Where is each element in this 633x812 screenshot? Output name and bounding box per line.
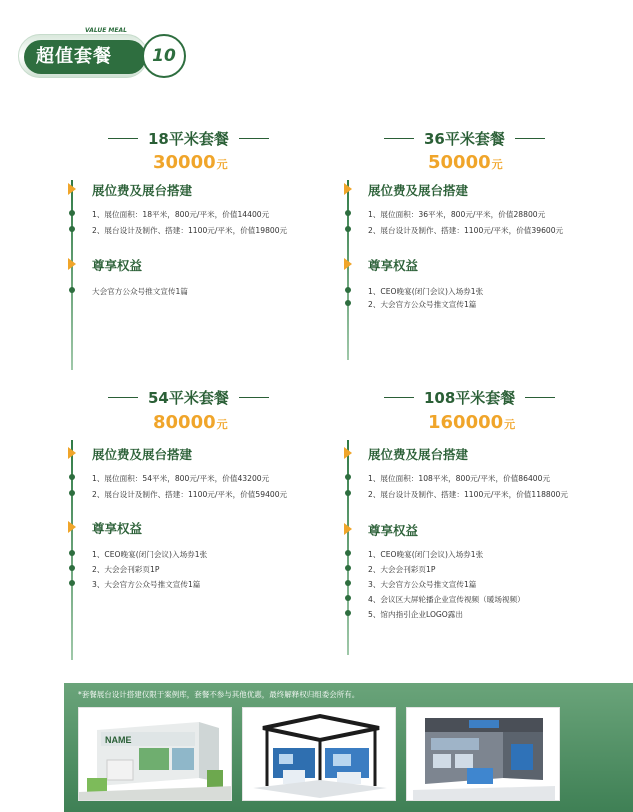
- list-item: 2、大会会刊彩页1P: [92, 565, 160, 574]
- section-arrow-icon: [68, 521, 76, 533]
- timeline-dot: [69, 287, 75, 293]
- section-title-benefits: 尊享权益: [368, 523, 419, 538]
- timeline-dot: [345, 595, 351, 601]
- timeline-dot: [69, 226, 75, 232]
- booth-image-3: [406, 707, 560, 801]
- timeline-line-right: [347, 180, 349, 360]
- booth-image-1: [78, 707, 232, 801]
- section-arrow-icon: [344, 447, 352, 459]
- timeline-dot: [345, 474, 351, 480]
- title-rule-right: [239, 138, 269, 139]
- list-item: 3、大会官方公众号推文宣传1篇: [92, 580, 201, 589]
- timeline-dot: [345, 610, 351, 616]
- timeline-dot: [345, 580, 351, 586]
- booth-illustration-1: [79, 708, 232, 801]
- section-arrow-icon: [344, 523, 352, 535]
- timeline-dot: [69, 565, 75, 571]
- section-arrow-icon: [68, 183, 76, 195]
- package-price: 160000元: [428, 412, 516, 433]
- list-item: 1、CEO晚宴(闭门会议)入场券1张: [368, 550, 484, 559]
- timeline-line-right-2: [347, 440, 349, 655]
- list-item: 2、大会官方公众号推文宣传1篇: [368, 300, 477, 309]
- badge-title: 超值套餐: [24, 40, 146, 74]
- package-price: 50000元: [428, 152, 503, 173]
- title-rule-left: [384, 397, 414, 398]
- badge-subtitle: VALUE MEAL: [85, 27, 127, 34]
- timeline-dot: [345, 550, 351, 556]
- timeline-dot: [69, 580, 75, 586]
- title-rule-left: [108, 138, 138, 139]
- package-price: 80000元: [153, 412, 228, 433]
- timeline-dot: [345, 226, 351, 232]
- timeline-dot: [345, 490, 351, 496]
- timeline-dot: [69, 210, 75, 216]
- value-meal-badge: [18, 27, 186, 78]
- section-title-booth: 展位费及展台搭建: [92, 447, 193, 462]
- booth-image-2: [242, 707, 396, 801]
- title-rule-right: [525, 397, 555, 398]
- booth-illustration-3: [407, 708, 560, 801]
- timeline-dot: [345, 287, 351, 293]
- package-title: 18平米套餐: [98, 128, 279, 149]
- list-item: 1、展位面积：108平米，800元/平米，价值86400元: [368, 474, 551, 483]
- section-arrow-icon: [344, 183, 352, 195]
- list-item: 1、展位面积：54平米，800元/平米，价值43200元: [92, 474, 270, 483]
- title-rule-right: [515, 138, 545, 139]
- timeline-dot: [69, 490, 75, 496]
- list-item: 2、展台设计及制作、搭建：1100元/平米，价值118800元: [368, 490, 568, 499]
- list-item: 3、大会官方公众号推文宣传1篇: [368, 580, 477, 589]
- list-item: 5、馆内指引企业LOGO露出: [368, 610, 463, 619]
- list-item: 1、展位面积：18平米，800元/平米，价值14400元: [92, 210, 270, 219]
- section-arrow-icon: [68, 258, 76, 270]
- list-item: 2、展台设计及制作、搭建：1100元/平米，价值39600元: [368, 226, 564, 235]
- list-item: 4、会议区大屏轮播企业宣传视频（暖场视频）: [368, 595, 525, 604]
- list-item: 2、展台设计及制作、搭建：1100元/平米，价值19800元: [92, 226, 288, 235]
- list-item: 大会官方公众号推文宣传1篇: [92, 287, 188, 296]
- package-title: 54平米套餐: [98, 387, 279, 408]
- timeline-dot: [69, 474, 75, 480]
- package-title: 36平米套餐: [374, 128, 555, 149]
- list-item: 2、展台设计及制作、搭建：1100元/平米，价值59400元: [92, 490, 288, 499]
- timeline-dot: [345, 210, 351, 216]
- list-item: 1、CEO晚宴(闭门会议)入场券1张: [92, 550, 208, 559]
- anniversary-logo: [142, 34, 186, 78]
- package-price: 30000元: [153, 152, 228, 173]
- footer-band: [64, 683, 633, 812]
- timeline-dot: [345, 300, 351, 306]
- timeline-line-left: [71, 180, 73, 370]
- package-title: 108平米套餐: [374, 387, 565, 408]
- badge-pill: [18, 27, 148, 78]
- section-title-booth: 展位费及展台搭建: [92, 183, 193, 198]
- booth-sign: NAME: [105, 735, 132, 745]
- section-title-benefits: 尊享权益: [92, 258, 143, 273]
- section-title-booth: 展位费及展台搭建: [368, 183, 469, 198]
- booth-illustration-2: [243, 708, 396, 801]
- title-rule-left: [108, 397, 138, 398]
- section-title-benefits: 尊享权益: [368, 258, 419, 273]
- title-rule-right: [239, 397, 269, 398]
- footer-note: *套餐展台设计搭建仅限于案例库，套餐不参与其他优惠，最终解释权归组委会所有。: [78, 690, 360, 699]
- title-rule-left: [384, 138, 414, 139]
- section-arrow-icon: [344, 258, 352, 270]
- section-arrow-icon: [68, 447, 76, 459]
- list-item: 1、CEO晚宴(闭门会议)入场券1张: [368, 287, 484, 296]
- logo-number: 10: [152, 46, 176, 66]
- timeline-dot: [345, 565, 351, 571]
- section-title-booth: 展位费及展台搭建: [368, 447, 469, 462]
- timeline-dot: [69, 550, 75, 556]
- list-item: 2、大会会刊彩页1P: [368, 565, 436, 574]
- section-title-benefits: 尊享权益: [92, 521, 143, 536]
- list-item: 1、展位面积：36平米，800元/平米，价值28800元: [368, 210, 546, 219]
